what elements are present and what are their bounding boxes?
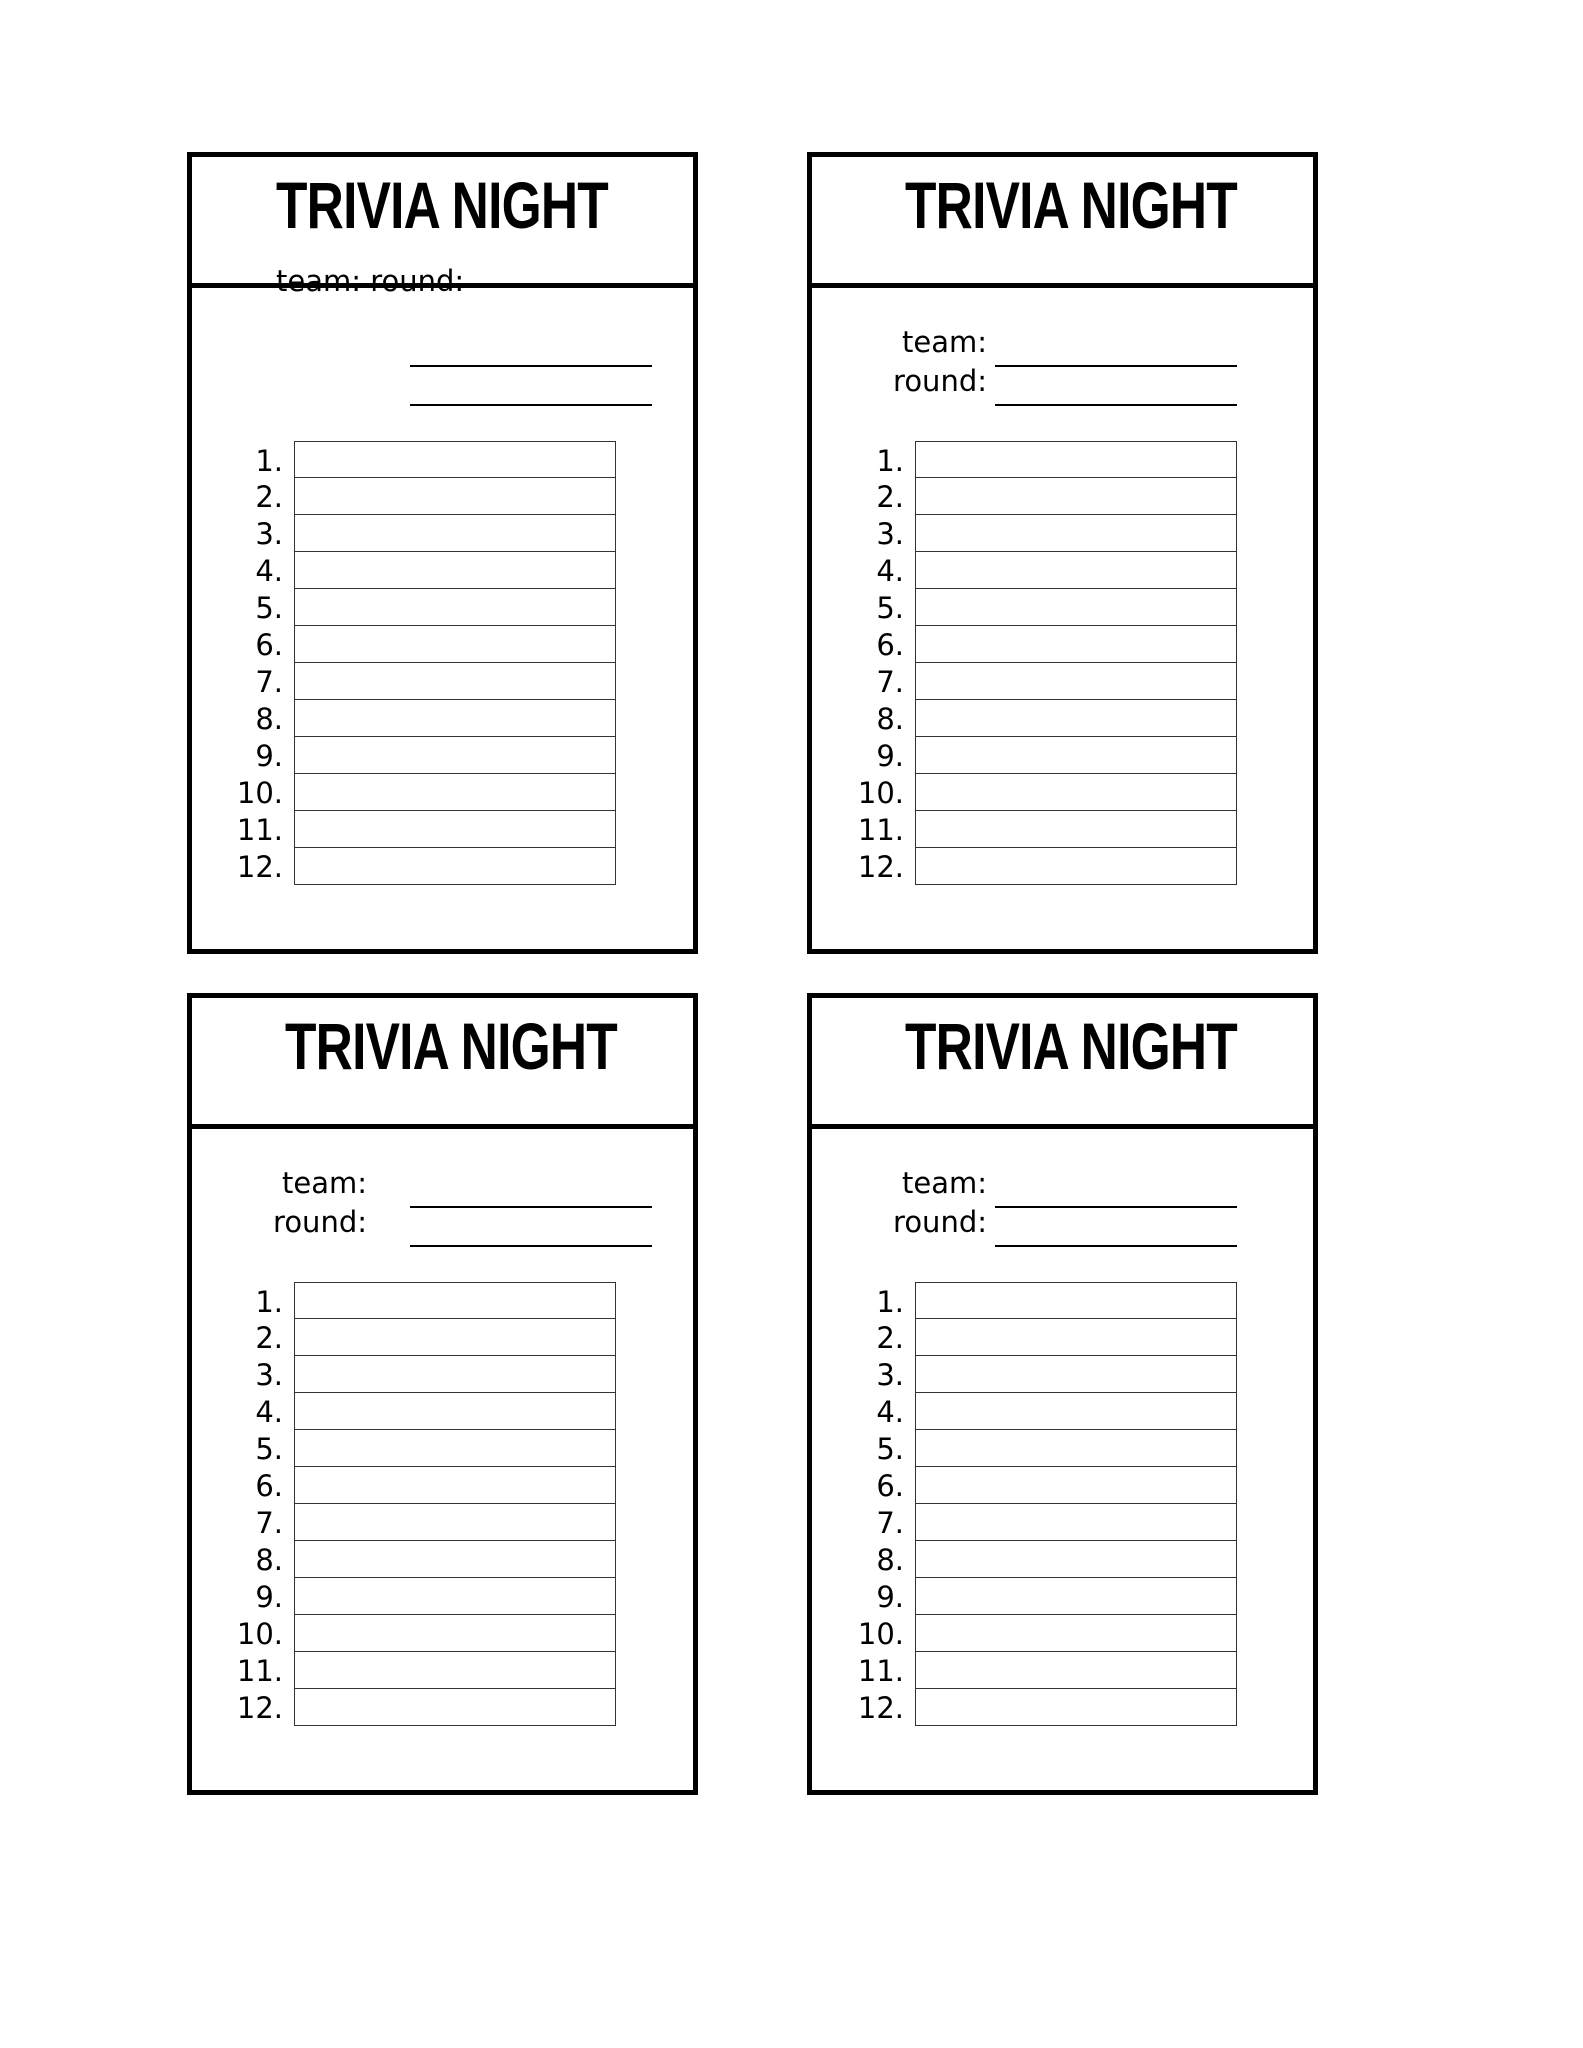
- answer-row-2[interactable]: [255, 1319, 616, 1356]
- team-input-line[interactable]: [410, 365, 652, 367]
- answer-row-5[interactable]: [876, 1430, 1237, 1467]
- answer-grid: [236, 441, 616, 885]
- answer-row-3[interactable]: [255, 1356, 616, 1393]
- answer-row-7[interactable]: [255, 663, 616, 700]
- answer-row-12[interactable]: [236, 1689, 616, 1726]
- answer-card-3: [187, 993, 698, 1795]
- answer-number: 9.: [876, 739, 904, 773]
- answer-number: 12.: [236, 1691, 283, 1725]
- card-title: TRIVIA NIGHT: [905, 1009, 1237, 1083]
- answer-number: 2.: [876, 480, 904, 514]
- answer-row-12[interactable]: [857, 848, 1237, 885]
- answer-row-1[interactable]: [255, 441, 616, 478]
- team-input-line[interactable]: [995, 1206, 1237, 1208]
- answer-row-7[interactable]: [876, 663, 1237, 700]
- answer-number: 2.: [876, 1321, 904, 1355]
- answer-grid: [236, 1282, 616, 1726]
- team-label: team:: [281, 1166, 367, 1200]
- team-input-line[interactable]: [410, 1206, 652, 1208]
- answer-number: 1.: [255, 1285, 283, 1319]
- round-label: round:: [273, 1205, 367, 1239]
- answer-row-10[interactable]: [857, 774, 1237, 811]
- answer-number: 7.: [255, 665, 283, 699]
- card-title: TRIVIA NIGHT: [285, 1009, 617, 1083]
- answer-number: 3.: [255, 1358, 283, 1392]
- answer-row-7[interactable]: [255, 1504, 616, 1541]
- round-input-line[interactable]: [995, 1245, 1237, 1247]
- card-header: [812, 998, 1313, 1129]
- answer-number: 4.: [876, 1395, 904, 1429]
- answer-number: 5.: [255, 1432, 283, 1466]
- round-input-line[interactable]: [995, 404, 1237, 406]
- answer-row-11[interactable]: [236, 1652, 616, 1689]
- answer-number: 11.: [857, 813, 904, 847]
- answer-row-10[interactable]: [857, 1615, 1237, 1652]
- answer-number: 5.: [876, 591, 904, 625]
- answer-row-5[interactable]: [876, 589, 1237, 626]
- answer-number: 8.: [255, 702, 283, 736]
- answer-number: 9.: [255, 1580, 283, 1614]
- answer-row-8[interactable]: [876, 700, 1237, 737]
- round-label: round:: [893, 364, 987, 398]
- answer-number: 10.: [236, 776, 283, 810]
- answer-number: 4.: [255, 1395, 283, 1429]
- round-label: round:: [893, 1205, 987, 1239]
- answer-row-11[interactable]: [236, 811, 616, 848]
- answer-row-10[interactable]: [236, 774, 616, 811]
- answer-number: 3.: [876, 517, 904, 551]
- answer-row-6[interactable]: [876, 1467, 1237, 1504]
- answer-row-10[interactable]: [236, 1615, 616, 1652]
- answer-row-1[interactable]: [876, 1282, 1237, 1319]
- answer-number: 4.: [255, 554, 283, 588]
- answer-row-4[interactable]: [255, 552, 616, 589]
- answer-number: 5.: [876, 1432, 904, 1466]
- answer-number: 4.: [876, 554, 904, 588]
- answer-row-7[interactable]: [876, 1504, 1237, 1541]
- round-input-line[interactable]: [410, 1245, 652, 1247]
- answer-row-9[interactable]: [876, 737, 1237, 774]
- answer-number: 11.: [236, 813, 283, 847]
- answer-number: 5.: [255, 591, 283, 625]
- team-label: team:: [901, 325, 987, 359]
- answer-row-3[interactable]: [876, 1356, 1237, 1393]
- answer-row-4[interactable]: [876, 1393, 1237, 1430]
- answer-number: 7.: [876, 1506, 904, 1540]
- answer-number: 8.: [255, 1543, 283, 1577]
- answer-row-12[interactable]: [857, 1689, 1237, 1726]
- answer-number: 1.: [876, 1285, 904, 1319]
- answer-number: 6.: [876, 628, 904, 662]
- answer-row-1[interactable]: [255, 1282, 616, 1319]
- answer-row-9[interactable]: [255, 737, 616, 774]
- answer-row-3[interactable]: [876, 515, 1237, 552]
- answer-row-6[interactable]: [255, 626, 616, 663]
- answer-row-6[interactable]: [876, 626, 1237, 663]
- card-title: TRIVIA NIGHT: [905, 168, 1237, 242]
- answer-row-8[interactable]: [255, 700, 616, 737]
- answer-number: 10.: [236, 1617, 283, 1651]
- card-title: TRIVIA NIGHT: [276, 168, 608, 242]
- answer-row-5[interactable]: [255, 589, 616, 626]
- answer-row-12[interactable]: [236, 848, 616, 885]
- answer-row-1[interactable]: [876, 441, 1237, 478]
- answer-card-1: [187, 152, 698, 954]
- answer-number: 8.: [876, 702, 904, 736]
- team-label: team:: [901, 1166, 987, 1200]
- answer-number: 1.: [255, 444, 283, 478]
- answer-row-2[interactable]: [876, 1319, 1237, 1356]
- card-header: [192, 998, 693, 1129]
- answer-number: 11.: [236, 1654, 283, 1688]
- answer-row-8[interactable]: [255, 1541, 616, 1578]
- answer-row-4[interactable]: [255, 1393, 616, 1430]
- answer-number: 10.: [857, 776, 904, 810]
- answer-number: 12.: [236, 850, 283, 884]
- answer-number: 8.: [876, 1543, 904, 1577]
- answer-number: 12.: [857, 850, 904, 884]
- answer-row-6[interactable]: [255, 1467, 616, 1504]
- answer-number: 7.: [876, 665, 904, 699]
- answer-number: 9.: [255, 739, 283, 773]
- answer-number: 6.: [876, 1469, 904, 1503]
- answer-number: 6.: [255, 628, 283, 662]
- answer-number: 9.: [876, 1580, 904, 1614]
- answer-number: 1.: [876, 444, 904, 478]
- answer-number: 2.: [255, 480, 283, 514]
- answer-row-5[interactable]: [255, 1430, 616, 1467]
- team-input-line[interactable]: [995, 365, 1237, 367]
- answer-number: 12.: [857, 1691, 904, 1725]
- answer-row-11[interactable]: [857, 811, 1237, 848]
- answer-row-2[interactable]: [255, 478, 616, 515]
- answer-card-2: [807, 152, 1318, 954]
- answer-number: 11.: [857, 1654, 904, 1688]
- answer-row-2[interactable]: [876, 478, 1237, 515]
- answer-number: 2.: [255, 1321, 283, 1355]
- answer-number: 7.: [255, 1506, 283, 1540]
- answer-row-3[interactable]: [255, 515, 616, 552]
- answer-row-4[interactable]: [876, 552, 1237, 589]
- answer-number: 10.: [857, 1617, 904, 1651]
- answer-row-8[interactable]: [876, 1541, 1237, 1578]
- round-input-line[interactable]: [410, 404, 652, 406]
- answer-row-11[interactable]: [857, 1652, 1237, 1689]
- answer-row-9[interactable]: [876, 1578, 1237, 1615]
- team-round-label-overlap: team: round:: [276, 264, 465, 298]
- answer-grid: [857, 441, 1237, 885]
- answer-number: 6.: [255, 1469, 283, 1503]
- answer-number: 3.: [876, 1358, 904, 1392]
- card-header: [812, 157, 1313, 288]
- answer-grid: [857, 1282, 1237, 1726]
- answer-number: 3.: [255, 517, 283, 551]
- answer-card-4: [807, 993, 1318, 1795]
- answer-row-9[interactable]: [255, 1578, 616, 1615]
